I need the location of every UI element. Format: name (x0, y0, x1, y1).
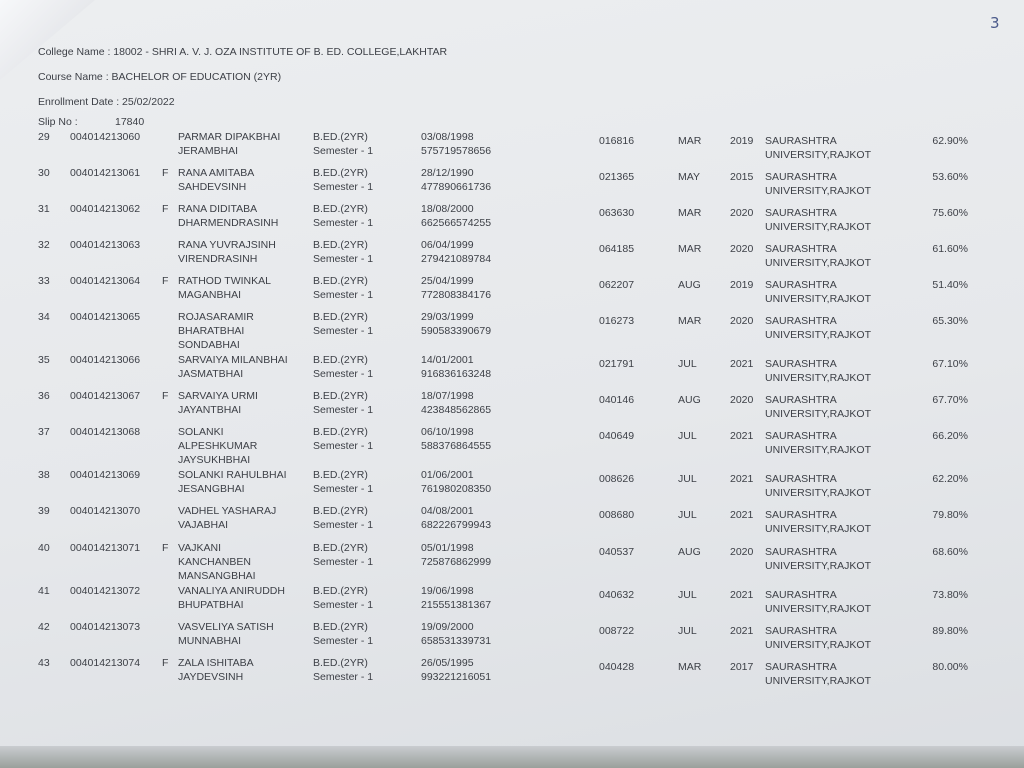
exam-year: 2021 (730, 509, 754, 521)
aadhaar-number: 772808384176 (421, 289, 492, 301)
university-line: SAURASHTRA (765, 661, 837, 673)
student-name-line: RATHOD TWINKAL (178, 275, 271, 287)
serial-number: 38 (38, 469, 50, 481)
exam-year: 2019 (730, 135, 754, 147)
seat-number: 016273 (599, 315, 635, 327)
student-name-line: RANA AMITABA (178, 167, 255, 179)
exam-month: MAR (678, 315, 702, 327)
enrollment-number: 004014213071 (70, 542, 141, 554)
seat-number: 040632 (599, 589, 635, 601)
course-code: B.ED.(2YR) (313, 203, 368, 215)
serial-number: 29 (38, 131, 50, 143)
exam-month: JUL (678, 509, 697, 521)
aadhaar-number: 682226799943 (421, 519, 492, 531)
student-name-line: DHARMENDRASINH (178, 217, 279, 229)
course-code: B.ED.(2YR) (313, 469, 368, 481)
exam-year: 2020 (730, 315, 754, 327)
university-line: UNIVERSITY,RAJKOT (765, 257, 871, 269)
student-name-line: SARVAIYA URMI (178, 390, 258, 402)
gender-marker: F (162, 657, 169, 669)
serial-number: 33 (38, 275, 50, 287)
student-name-line: VADHEL YASHARAJ (178, 505, 277, 517)
exam-month: JUL (678, 473, 697, 485)
semester: Semester - 1 (313, 145, 374, 157)
enrollment-date: Enrollment Date : 25/02/2022 (38, 96, 175, 108)
university-line: UNIVERSITY,RAJKOT (765, 603, 871, 615)
percentage: 75.60% (932, 207, 968, 219)
aadhaar-number: 215551381367 (421, 599, 492, 611)
serial-number: 32 (38, 239, 50, 251)
student-name-line: VAJKANI (178, 542, 221, 554)
course-code: B.ED.(2YR) (313, 505, 368, 517)
semester: Semester - 1 (313, 599, 374, 611)
enrollment-number: 004014213066 (70, 354, 141, 366)
student-name-line: SAHDEVSINH (178, 181, 247, 193)
course-code: B.ED.(2YR) (313, 585, 368, 597)
percentage: 66.20% (932, 430, 968, 442)
student-name-line: JAYDEVSINH (178, 671, 244, 683)
course-code: B.ED.(2YR) (313, 239, 368, 251)
university-line: SAURASHTRA (765, 589, 837, 601)
aadhaar-number: 590583390679 (421, 325, 492, 337)
serial-number: 30 (38, 167, 50, 179)
percentage: 61.60% (932, 243, 968, 255)
aadhaar-number: 658531339731 (421, 635, 492, 647)
percentage: 67.70% (932, 394, 968, 406)
student-name-line: VASVELIYA SATISH (178, 621, 274, 633)
exam-month: JUL (678, 589, 697, 601)
student-name-line: BHUPATBHAI (178, 599, 244, 611)
university-line: UNIVERSITY,RAJKOT (765, 523, 871, 535)
student-name-line: VANALIYA ANIRUDDH (178, 585, 285, 597)
university-line: UNIVERSITY,RAJKOT (765, 675, 871, 687)
exam-month: AUG (678, 394, 701, 406)
university-line: UNIVERSITY,RAJKOT (765, 329, 871, 341)
enrollment-number: 004014213065 (70, 311, 141, 323)
seat-number: 040537 (599, 546, 635, 558)
student-name-line: JASMATBHAI (178, 368, 244, 380)
university-line: SAURASHTRA (765, 279, 837, 291)
student-name-line: MAGANBHAI (178, 289, 242, 301)
enrollment-number: 004014213073 (70, 621, 141, 633)
student-name-line: ROJASARAMIR (178, 311, 254, 323)
exam-year: 2021 (730, 473, 754, 485)
seat-number: 021365 (599, 171, 635, 183)
gender-marker: F (162, 203, 169, 215)
slip-label: Slip No : (38, 116, 78, 128)
enrollment-number: 004014213068 (70, 426, 141, 438)
course-code: B.ED.(2YR) (313, 311, 368, 323)
student-name-line: SONDABHAI (178, 339, 240, 351)
enrollment-number: 004014213061 (70, 167, 141, 179)
course-code: B.ED.(2YR) (313, 275, 368, 287)
date-of-birth: 28/12/1990 (421, 167, 474, 179)
percentage: 68.60% (932, 546, 968, 558)
university-line: SAURASHTRA (765, 625, 837, 637)
semester: Semester - 1 (313, 368, 374, 380)
serial-number: 36 (38, 390, 50, 402)
seat-number: 063630 (599, 207, 635, 219)
percentage: 62.90% (932, 135, 968, 147)
enrollment-number: 004014213063 (70, 239, 141, 251)
university-line: UNIVERSITY,RAJKOT (765, 560, 871, 572)
exam-year: 2021 (730, 430, 754, 442)
course-code: B.ED.(2YR) (313, 542, 368, 554)
exam-year: 2020 (730, 546, 754, 558)
course-code: B.ED.(2YR) (313, 167, 368, 179)
seat-number: 016816 (599, 135, 635, 147)
course-code: B.ED.(2YR) (313, 390, 368, 402)
percentage: 67.10% (932, 358, 968, 370)
student-name-line: SOLANKI RAHULBHAI (178, 469, 287, 481)
university-line: SAURASHTRA (765, 315, 837, 327)
gender-marker: F (162, 275, 169, 287)
university-line: SAURASHTRA (765, 430, 837, 442)
semester: Semester - 1 (313, 404, 374, 416)
seat-number: 040649 (599, 430, 635, 442)
seat-number: 040428 (599, 661, 635, 673)
exam-year: 2021 (730, 625, 754, 637)
date-of-birth: 14/01/2001 (421, 354, 474, 366)
exam-year: 2019 (730, 279, 754, 291)
seat-number: 062207 (599, 279, 635, 291)
semester: Semester - 1 (313, 556, 374, 568)
student-name-line: SARVAIYA MILANBHAI (178, 354, 288, 366)
percentage: 62.20% (932, 473, 968, 485)
gender-marker: F (162, 167, 169, 179)
serial-number: 37 (38, 426, 50, 438)
enrollment-number: 004014213060 (70, 131, 141, 143)
date-of-birth: 19/09/2000 (421, 621, 474, 633)
student-name-line: JERAMBHAI (178, 145, 239, 157)
percentage: 79.80% (932, 509, 968, 521)
university-line: UNIVERSITY,RAJKOT (765, 639, 871, 651)
university-line: UNIVERSITY,RAJKOT (765, 444, 871, 456)
semester: Semester - 1 (313, 325, 374, 337)
course-name: Course Name : BACHELOR OF EDUCATION (2YR) (38, 71, 282, 83)
semester: Semester - 1 (313, 289, 374, 301)
exam-year: 2021 (730, 358, 754, 370)
gender-marker: F (162, 542, 169, 554)
seat-number: 008626 (599, 473, 635, 485)
exam-month: MAR (678, 135, 702, 147)
university-line: SAURASHTRA (765, 207, 837, 219)
student-name-line: ZALA ISHITABA (178, 657, 254, 669)
semester: Semester - 1 (313, 519, 374, 531)
seat-number: 008722 (599, 625, 635, 637)
enrollment-number: 004014213067 (70, 390, 141, 402)
enrollment-number: 004014213062 (70, 203, 141, 215)
university-line: UNIVERSITY,RAJKOT (765, 293, 871, 305)
course-code: B.ED.(2YR) (313, 426, 368, 438)
course-code: B.ED.(2YR) (313, 621, 368, 633)
student-name-line: RANA YUVRAJSINH (178, 239, 276, 251)
slip-number: 17840 (115, 116, 145, 128)
college-name: College Name : 18002 - SHRI A. V. J. OZA INSTITUTE OF B. ED. COLLEGE,LAKHTAR (38, 46, 448, 58)
course-code: B.ED.(2YR) (313, 657, 368, 669)
exam-month: MAR (678, 661, 702, 673)
university-line: UNIVERSITY,RAJKOT (765, 408, 871, 420)
student-name-line: SOLANKI (178, 426, 224, 438)
date-of-birth: 01/06/2001 (421, 469, 474, 481)
exam-month: JUL (678, 625, 697, 637)
serial-number: 43 (38, 657, 50, 669)
student-name-line: MANSANGBHAI (178, 570, 256, 582)
enrollment-number: 004014213069 (70, 469, 141, 481)
serial-number: 35 (38, 354, 50, 366)
aadhaar-number: 662566574255 (421, 217, 492, 229)
percentage: 51.40% (932, 279, 968, 291)
gender-marker: F (162, 390, 169, 402)
serial-number: 34 (38, 311, 50, 323)
aadhaar-number: 725876862999 (421, 556, 492, 568)
exam-year: 2017 (730, 661, 754, 673)
exam-year: 2015 (730, 171, 754, 183)
exam-month: JUL (678, 430, 697, 442)
serial-number: 31 (38, 203, 50, 215)
aadhaar-number: 279421089784 (421, 253, 492, 265)
exam-year: 2020 (730, 207, 754, 219)
exam-month: AUG (678, 546, 701, 558)
seat-number: 064185 (599, 243, 635, 255)
percentage: 53.60% (932, 171, 968, 183)
serial-number: 41 (38, 585, 50, 597)
serial-number: 40 (38, 542, 50, 554)
student-name-line: KANCHANBEN (178, 556, 251, 568)
semester: Semester - 1 (313, 440, 374, 452)
percentage: 80.00% (932, 661, 968, 673)
date-of-birth: 03/08/1998 (421, 131, 474, 143)
student-name-line: BHARATBHAI (178, 325, 245, 337)
university-line: SAURASHTRA (765, 473, 837, 485)
serial-number: 39 (38, 505, 50, 517)
aadhaar-number: 993221216051 (421, 671, 492, 683)
seat-number: 040146 (599, 394, 635, 406)
percentage: 65.30% (932, 315, 968, 327)
folded-page-corner (0, 0, 95, 80)
enrollment-number: 004014213074 (70, 657, 141, 669)
date-of-birth: 18/07/1998 (421, 390, 474, 402)
student-name-line: JAYSUKHBHAI (178, 454, 251, 466)
student-name-line: PARMAR DIPAKBHAI (178, 131, 281, 143)
seat-number: 008680 (599, 509, 635, 521)
university-line: SAURASHTRA (765, 546, 837, 558)
university-line: UNIVERSITY,RAJKOT (765, 487, 871, 499)
seat-number: 021791 (599, 358, 635, 370)
aadhaar-number: 761980208350 (421, 483, 492, 495)
semester: Semester - 1 (313, 671, 374, 683)
exam-month: MAR (678, 243, 702, 255)
student-name-line: VAJABHAI (178, 519, 228, 531)
aadhaar-number: 423848562865 (421, 404, 492, 416)
semester: Semester - 1 (313, 181, 374, 193)
student-name-line: RANA DIDITABA (178, 203, 258, 215)
university-line: UNIVERSITY,RAJKOT (765, 372, 871, 384)
date-of-birth: 25/04/1999 (421, 275, 474, 287)
enrollment-number: 004014213064 (70, 275, 141, 287)
semester: Semester - 1 (313, 217, 374, 229)
student-name-line: JESANGBHAI (178, 483, 245, 495)
university-line: SAURASHTRA (765, 358, 837, 370)
date-of-birth: 19/06/1998 (421, 585, 474, 597)
semester: Semester - 1 (313, 635, 374, 647)
date-of-birth: 29/03/1999 (421, 311, 474, 323)
date-of-birth: 05/01/1998 (421, 542, 474, 554)
exam-year: 2021 (730, 589, 754, 601)
semester: Semester - 1 (313, 483, 374, 495)
exam-year: 2020 (730, 394, 754, 406)
aadhaar-number: 477890661736 (421, 181, 492, 193)
serial-number: 42 (38, 621, 50, 633)
date-of-birth: 06/04/1999 (421, 239, 474, 251)
enrollment-number: 004014213070 (70, 505, 141, 517)
enrollment-number: 004014213072 (70, 585, 141, 597)
page-number: 3 (990, 14, 1000, 32)
university-line: SAURASHTRA (765, 135, 837, 147)
aadhaar-number: 575719578656 (421, 145, 492, 157)
exam-month: JUL (678, 358, 697, 370)
university-line: SAURASHTRA (765, 394, 837, 406)
date-of-birth: 04/08/2001 (421, 505, 474, 517)
university-line: SAURASHTRA (765, 509, 837, 521)
exam-year: 2020 (730, 243, 754, 255)
exam-month: AUG (678, 279, 701, 291)
student-name-line: ALPESHKUMAR (178, 440, 258, 452)
date-of-birth: 26/05/1995 (421, 657, 474, 669)
percentage: 73.80% (932, 589, 968, 601)
university-line: SAURASHTRA (765, 243, 837, 255)
aadhaar-number: 588376864555 (421, 440, 492, 452)
university-line: UNIVERSITY,RAJKOT (765, 185, 871, 197)
university-line: UNIVERSITY,RAJKOT (765, 149, 871, 161)
semester: Semester - 1 (313, 253, 374, 265)
aadhaar-number: 916836163248 (421, 368, 492, 380)
course-code: B.ED.(2YR) (313, 354, 368, 366)
student-name-line: MUNNABHAI (178, 635, 242, 647)
page-bottom-edge (0, 746, 1024, 768)
date-of-birth: 06/10/1998 (421, 426, 474, 438)
exam-month: MAR (678, 207, 702, 219)
student-name-line: VIRENDRASINH (178, 253, 258, 265)
course-code: B.ED.(2YR) (313, 131, 368, 143)
date-of-birth: 18/08/2000 (421, 203, 474, 215)
percentage: 89.80% (932, 625, 968, 637)
university-line: UNIVERSITY,RAJKOT (765, 221, 871, 233)
exam-month: MAY (678, 171, 700, 183)
university-line: SAURASHTRA (765, 171, 837, 183)
student-name-line: JAYANTBHAI (178, 404, 242, 416)
